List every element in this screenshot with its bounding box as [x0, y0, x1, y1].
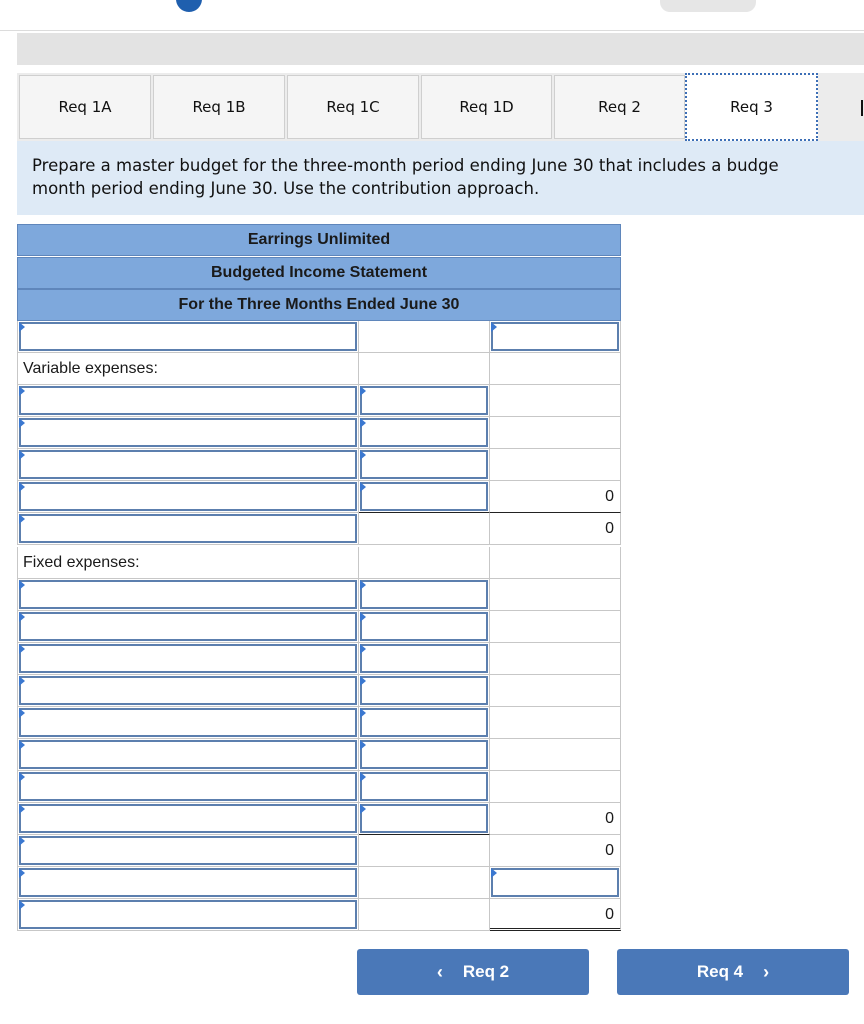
line-item-input[interactable] — [19, 836, 357, 865]
line-item-input[interactable] — [19, 676, 357, 705]
amount-input[interactable] — [360, 740, 488, 769]
table-row — [17, 707, 621, 739]
label-cell — [17, 803, 359, 835]
amount-cell — [359, 321, 490, 353]
variable-expenses-label: Variable expenses: — [23, 360, 158, 377]
fixed-expenses-total: 0 — [605, 810, 614, 827]
tab-req-1c[interactable] — [287, 75, 419, 139]
total-cell — [490, 771, 621, 803]
amount-cell — [359, 643, 490, 675]
line-item-input[interactable] — [19, 482, 357, 511]
divider — [0, 30, 864, 31]
next-req-4-button[interactable] — [617, 949, 849, 995]
amount-input[interactable] — [360, 708, 488, 737]
amount-input[interactable] — [360, 418, 488, 447]
total-cell — [490, 449, 621, 481]
amount-cell — [359, 835, 490, 867]
tab-label: Req 1B — [192, 98, 246, 116]
instruction-line-2: month period ending June 30. Use the contribution approach. — [32, 179, 540, 198]
label-cell — [17, 321, 359, 353]
label-cell — [17, 417, 359, 449]
amount-cell — [359, 899, 490, 931]
table-row — [17, 835, 621, 867]
amount-cell — [359, 611, 490, 643]
table-row — [17, 417, 621, 449]
table-row — [17, 321, 621, 353]
label-cell — [17, 899, 359, 931]
table-row — [17, 739, 621, 771]
amount-cell — [359, 771, 490, 803]
amount-input[interactable] — [360, 612, 488, 641]
line-item-input[interactable] — [19, 612, 357, 641]
amount-cell — [359, 353, 490, 385]
total-cell — [490, 643, 621, 675]
tab-label: Req 3 — [730, 98, 773, 116]
line-item-input[interactable] — [19, 386, 357, 415]
total-input[interactable] — [491, 322, 619, 351]
amount-cell — [359, 803, 490, 835]
label-cell — [17, 739, 359, 771]
line-item-input[interactable] — [19, 418, 357, 447]
statement-title: Budgeted Income Statement — [17, 257, 621, 289]
amount-cell — [359, 579, 490, 611]
cropped-top-button[interactable] — [660, 0, 756, 12]
line-item-input[interactable] — [19, 772, 357, 801]
amount-cell — [359, 481, 490, 513]
next-button-label: Req 4 — [696, 962, 744, 981]
amount-cell — [359, 547, 490, 579]
tab-req-1d[interactable] — [421, 75, 552, 139]
total-input[interactable] — [491, 868, 619, 897]
label-cell — [17, 579, 359, 611]
amount-input[interactable] — [360, 386, 488, 415]
label-cell — [17, 707, 359, 739]
tab-label: Req 1C — [326, 98, 380, 116]
tab-req-2[interactable] — [554, 75, 685, 139]
total-cell — [490, 579, 621, 611]
total-cell — [490, 707, 621, 739]
line-item-input[interactable] — [19, 644, 357, 673]
table-row — [17, 675, 621, 707]
variable-expenses-total: 0 — [605, 488, 614, 505]
prev-req-2-button[interactable] — [357, 949, 589, 995]
total-cell — [490, 803, 621, 835]
tab-label: Req 2 — [598, 98, 641, 116]
label-cell — [17, 675, 359, 707]
amount-input[interactable] — [360, 644, 488, 673]
line-item-input[interactable] — [19, 740, 357, 769]
amount-input[interactable] — [360, 482, 488, 511]
instruction-panel — [17, 141, 864, 215]
table-row — [17, 867, 621, 899]
line-item-input[interactable] — [19, 900, 357, 929]
line-item-input[interactable] — [19, 804, 357, 833]
label-cell — [17, 449, 359, 481]
help-icon[interactable] — [176, 0, 202, 12]
line-item-input[interactable] — [19, 708, 357, 737]
net-operating-income-value: 0 — [605, 906, 614, 923]
table-row — [17, 803, 621, 835]
total-cell — [490, 321, 621, 353]
total-cell — [490, 611, 621, 643]
tab-cut-off-edge — [861, 100, 863, 116]
line-item-input[interactable] — [19, 580, 357, 609]
table-row — [17, 643, 621, 675]
table-row — [17, 481, 621, 513]
tab-req-1a[interactable] — [19, 75, 151, 139]
amount-cell — [359, 417, 490, 449]
tab-req-1b[interactable] — [153, 75, 285, 139]
amount-cell — [359, 513, 490, 545]
tab-label: Req 1A — [58, 98, 112, 116]
top-cropped-area — [0, 0, 864, 14]
table-row — [17, 547, 621, 579]
total-cell — [490, 675, 621, 707]
company-name: Earrings Unlimited — [17, 224, 621, 256]
subtotal-value: 0 — [605, 842, 614, 859]
total-cell — [490, 867, 621, 899]
contribution-margin-total: 0 — [605, 520, 614, 537]
amount-input[interactable] — [360, 804, 488, 833]
total-cell — [490, 481, 621, 513]
tab-req-3[interactable] — [685, 73, 818, 141]
tab-label: Req 1D — [459, 98, 514, 116]
line-item-input[interactable] — [19, 450, 357, 479]
label-cell — [17, 385, 359, 417]
prev-button-label: Req 2 — [462, 962, 510, 981]
amount-cell — [359, 707, 490, 739]
label-cell — [17, 513, 359, 545]
fixed-expenses-label: Fixed expenses: — [23, 554, 140, 571]
tab-header-band — [17, 33, 864, 65]
total-cell — [490, 739, 621, 771]
total-cell — [490, 353, 621, 385]
total-cell — [490, 417, 621, 449]
amount-cell — [359, 385, 490, 417]
amount-cell — [359, 867, 490, 899]
amount-cell — [359, 675, 490, 707]
label-cell — [17, 481, 359, 513]
total-cell — [490, 835, 621, 867]
table-row — [17, 513, 621, 545]
label-cell — [17, 611, 359, 643]
amount-cell — [359, 449, 490, 481]
chevron-right-icon: › — [763, 961, 770, 982]
amount-input[interactable] — [360, 676, 488, 705]
amount-input[interactable] — [360, 450, 488, 479]
table-row — [17, 449, 621, 481]
amount-cell — [359, 739, 490, 771]
label-cell — [17, 771, 359, 803]
statement-period: For the Three Months Ended June 30 — [17, 289, 621, 321]
label-cell — [17, 353, 359, 385]
instruction-line-1: Prepare a master budget for the three-month period ending June 30 that includes a budge — [32, 156, 779, 175]
label-cell — [17, 643, 359, 675]
amount-input[interactable] — [360, 580, 488, 609]
label-cell — [17, 835, 359, 867]
line-item-input[interactable] — [19, 514, 357, 543]
label-cell — [17, 867, 359, 899]
total-cell — [490, 547, 621, 579]
table-row — [17, 385, 621, 417]
total-cell — [490, 513, 621, 545]
table-row — [17, 899, 621, 931]
table-row — [17, 353, 621, 385]
table-row — [17, 771, 621, 803]
table-row — [17, 611, 621, 643]
line-item-input[interactable] — [19, 868, 357, 897]
total-cell — [490, 899, 621, 931]
line-item-input[interactable] — [19, 322, 357, 351]
chevron-left-icon: ‹ — [436, 961, 443, 982]
table-row — [17, 579, 621, 611]
amount-input[interactable] — [360, 772, 488, 801]
label-cell — [17, 547, 359, 579]
total-cell — [490, 385, 621, 417]
